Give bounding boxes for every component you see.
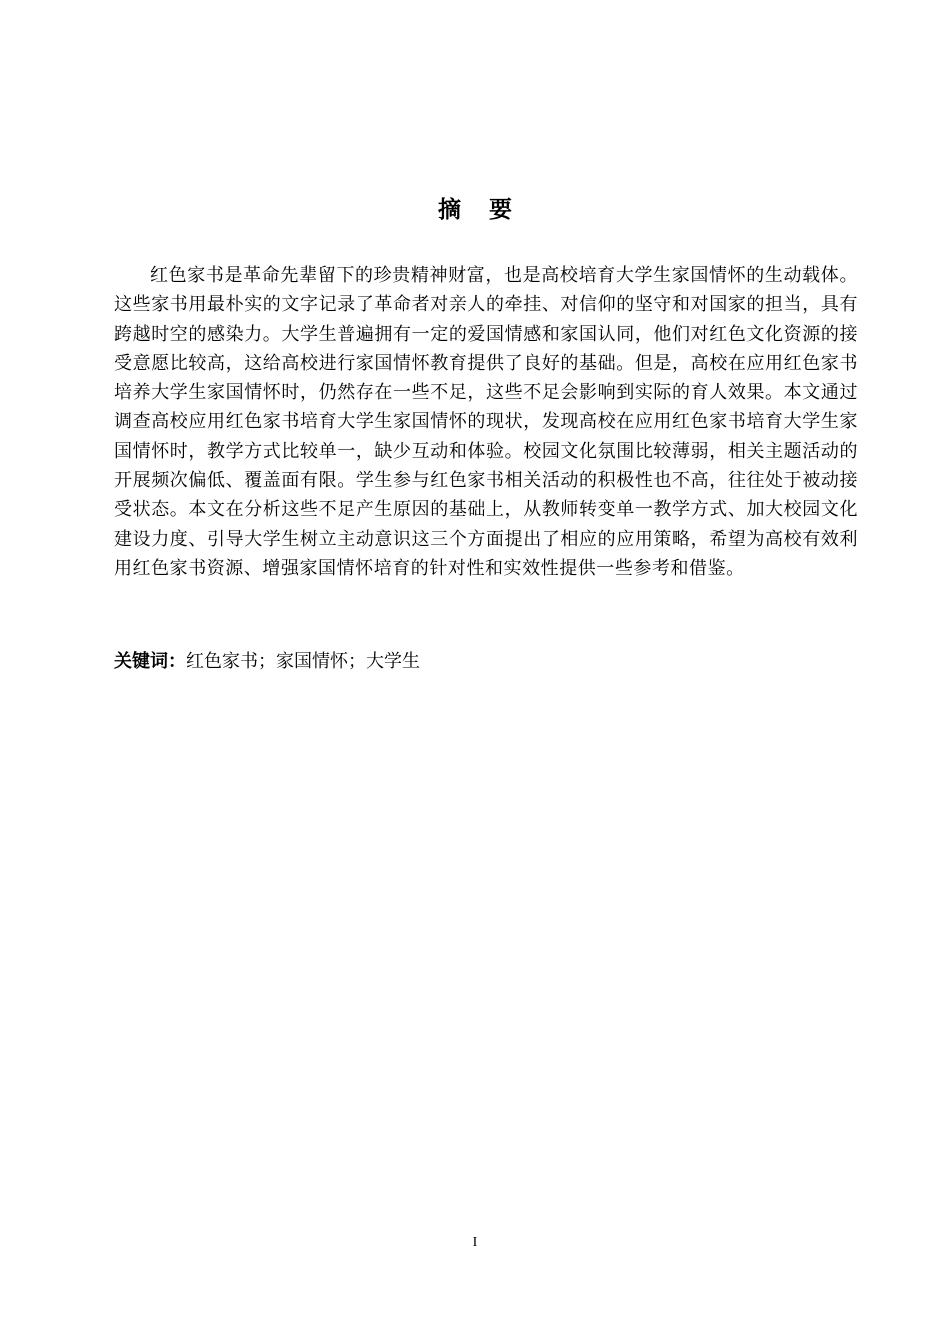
page-number: I xyxy=(472,1235,478,1250)
abstract-body: 红色家书是革命先辈留下的珍贵精神财富，也是高校培育大学生家国情怀的生动载体。这些家书用最朴实的文字记录了革命者对亲人的牵挂、对信仰的坚守和对国家的担当，具有跨越时空的感染力。大学生普遍拥有一定的爱国情感和家国认同，他们对红色文化资源的接受意愿比较高，这给高校进行家国情怀教育提供了良好的基础。但是，高校在应用红色家书培养大学生家国情怀时，仍然存在一些不足，这些不足会影响到实际的育人效果。本文通过调查高校应用红色家书培育大学生家国情怀的现状，发现高校在应用红色家书培育大学生家国情怀时，教学方式比较单一，缺少互动和体验。校园文化氛围比较薄弱，相关主题活动的开展频次偏低、覆盖面有限。学生参与红色家书相关活动的积极性也不高，往往处于被动接受状态。本文在分析这些不足产生原因的基础上，从教师转变单一教学方式、加大校园文化建设力度、引导大学生树立主动意识这三个方面提出了相应的应用策略，希望为高校有效利用红色家书资源、增强家国情怀培育的针对性和实效性提供一些参考和借鉴。 xyxy=(114,265,858,579)
keywords-label: 关键词： xyxy=(114,651,186,672)
keywords-line xyxy=(114,647,858,676)
abstract-title: 摘要 xyxy=(438,197,540,223)
keywords-value: 红色家书；家国情怀；大学生 xyxy=(186,651,420,672)
